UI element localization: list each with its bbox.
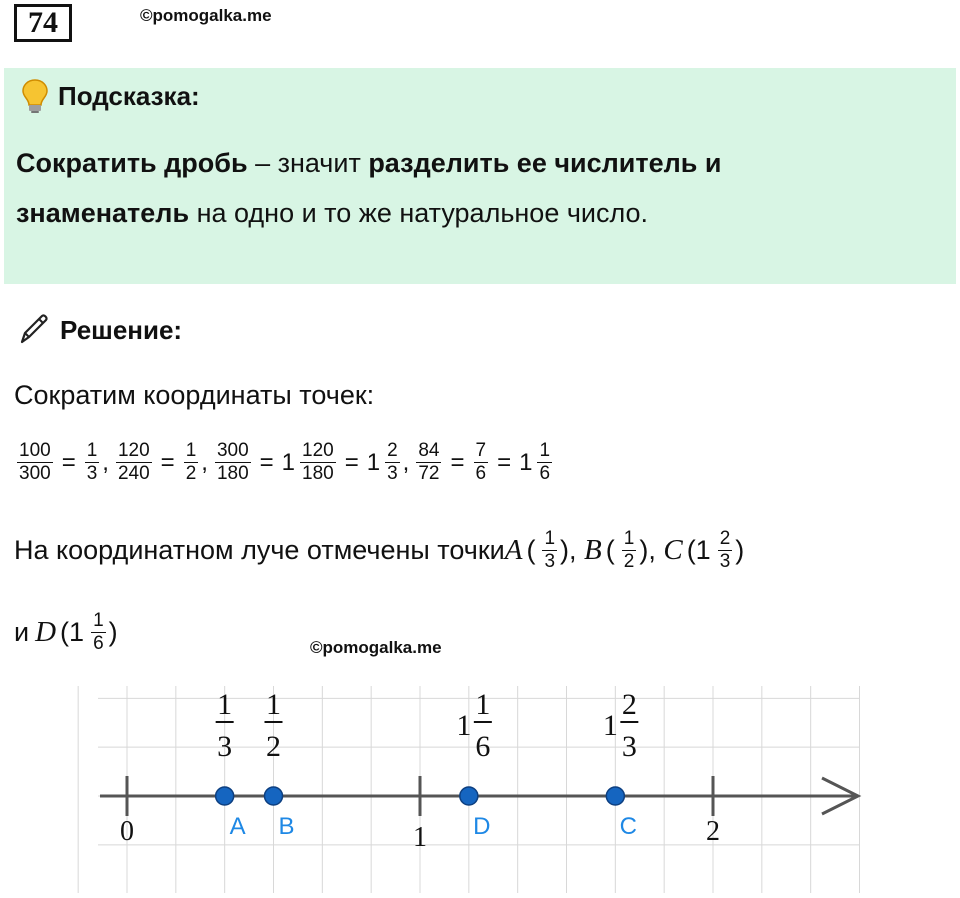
point-B <box>265 787 283 805</box>
fraction: $\frac{84}{72}$ <box>418 440 440 484</box>
fraction: 1 2 <box>623 528 635 572</box>
task-number: 74 <box>14 4 72 42</box>
solution-title: Решение: <box>16 312 182 348</box>
solution-intro: Сократим координаты точек: <box>14 380 375 410</box>
point-fraction-whole: 1 <box>602 709 618 742</box>
hint-box <box>4 68 956 284</box>
tick-label: 1 <box>413 822 427 853</box>
fraction: 2 3 <box>719 528 731 572</box>
point-label-D: D <box>473 813 491 840</box>
fraction: 1 6 <box>93 610 104 654</box>
point-fraction-num: 1 <box>475 688 491 721</box>
fraction: 1 3 <box>544 528 556 572</box>
fraction: $\frac{100}{300}$ <box>19 440 51 484</box>
point-fraction-num: 1 <box>266 688 281 721</box>
hint-title: Подсказка: <box>20 78 200 114</box>
lightbulb-icon <box>20 78 50 114</box>
point-fraction-num: 2 <box>621 688 637 721</box>
point-A <box>216 787 234 805</box>
point-label-B: B <box>278 813 295 840</box>
point-label-C: C <box>619 813 638 840</box>
fraction: $\frac{120}{180}$ <box>302 440 334 484</box>
fraction: $\frac{7}{6}$ <box>475 440 487 484</box>
fraction: $\frac{1}{6}$ <box>539 440 551 484</box>
fraction: $\frac{2}{3}$ <box>387 440 398 484</box>
point-fraction-den: 3 <box>217 730 233 763</box>
hint-text: Сократить дробь – значит разделить ее числитель и знаменатель на одно и то же натуральное число. <box>16 148 722 228</box>
fraction: $\frac{120}{240}$ <box>117 440 150 484</box>
tick-label: 0 <box>120 816 134 847</box>
watermark-top: ©pomogalka.me <box>140 6 272 25</box>
point-fraction-whole: 1 <box>456 709 472 742</box>
fraction: $\frac{1}{2}$ <box>185 440 197 484</box>
tick-label: 2 <box>706 816 720 847</box>
fraction: $\frac{1}{3}$ <box>86 440 98 484</box>
point-fraction-den: 6 <box>475 730 491 763</box>
points-sentence: На координатном луче отмечены точки A ( 1 3 ), B ( 1 2 ), C (1 2 3 ) <box>14 528 745 572</box>
point-fraction-num: 1 <box>217 688 233 721</box>
point-label-A: A <box>229 813 246 840</box>
points-sentence-cont: и D (1 1 6 ) <box>14 610 118 654</box>
point-fraction-den: 2 <box>266 730 281 763</box>
pencil-icon <box>16 312 52 348</box>
point-C <box>606 787 624 805</box>
watermark-middle: ©pomogalka.me <box>310 638 442 657</box>
fraction-equations: $\frac{100}{300}$ = $\frac{1}{3}$ , $\frac{120}{240}$ = $\frac{1}{2}$ , $\frac{300}{180}$ = 1 $\frac{120}{180}$ = 1 $\frac{2}{3}$ , $\frac{84}{72}$ = $\frac{7}{6}$ = 1 $\frac{1}{6}$ <box>19 440 551 484</box>
number-line <box>0 678 960 898</box>
point-fraction-den: 3 <box>621 730 637 763</box>
fraction: $\frac{300}{180}$ <box>216 440 249 484</box>
point-D <box>460 787 478 805</box>
